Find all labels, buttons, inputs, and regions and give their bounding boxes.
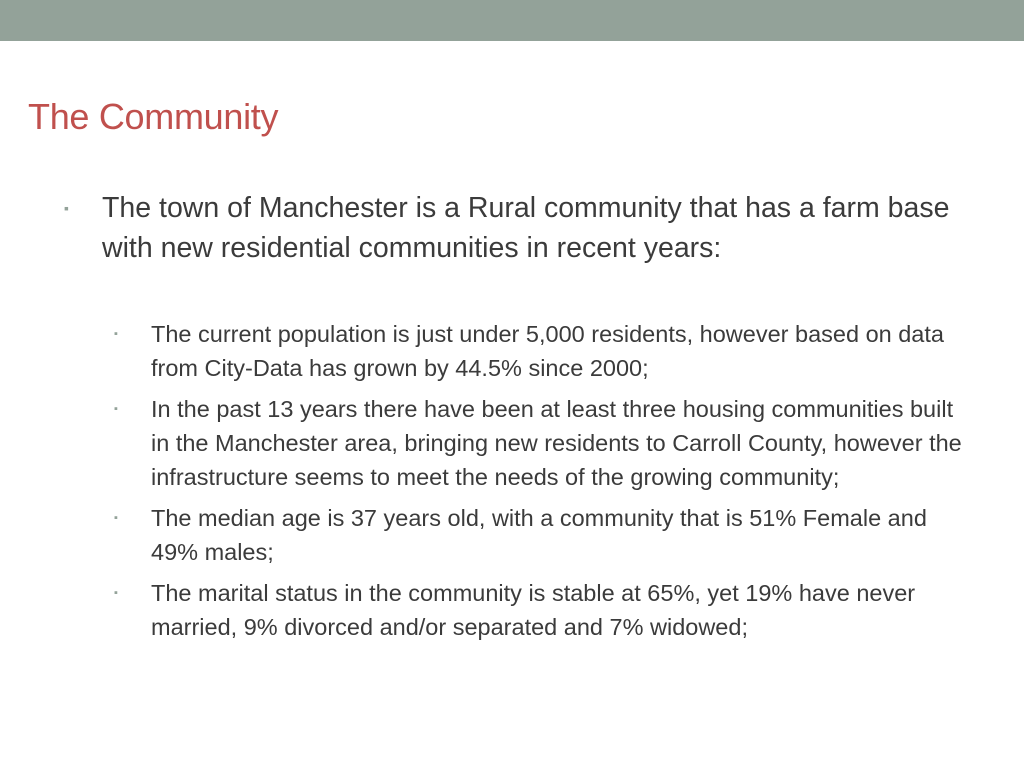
square-bullet-icon: ▪: [114, 587, 118, 599]
sub-bullet-list: [114, 317, 974, 651]
main-bullet: [62, 188, 967, 268]
square-bullet-icon: ▪: [114, 403, 118, 415]
header-accent-bar: [0, 0, 1024, 41]
sub-bullet-marital-status: [114, 576, 974, 644]
slide-title: The Community: [28, 96, 279, 137]
square-bullet-icon: ▪: [114, 512, 118, 524]
sub-bullet-text: The median age is 37 years old, with a community that is 51% Female and 49% males;: [151, 505, 927, 565]
square-bullet-icon: ▪: [114, 328, 118, 340]
sub-bullet-population: [114, 317, 974, 385]
sub-bullet-median-age: [114, 501, 974, 569]
sub-bullet-text: In the past 13 years there have been at least three housing communities built in the Manchester area, bringing new residents to Carroll County, however the infrastructure seems to meet the needs of the growing community;: [151, 396, 962, 490]
sub-bullet-housing: [114, 392, 974, 494]
sub-bullet-text: The current population is just under 5,000 residents, however based on data from City-Data has grown by 44.5% since 2000;: [151, 321, 944, 381]
square-bullet-icon: ▪: [64, 200, 69, 216]
sub-bullet-text: The marital status in the community is stable at 65%, yet 19% have never married, 9% divorced and/or separated and 7% widowed;: [151, 580, 916, 640]
main-bullet-text: The town of Manchester is a Rural community that has a farm base with new residential communities in recent years:: [102, 192, 950, 264]
